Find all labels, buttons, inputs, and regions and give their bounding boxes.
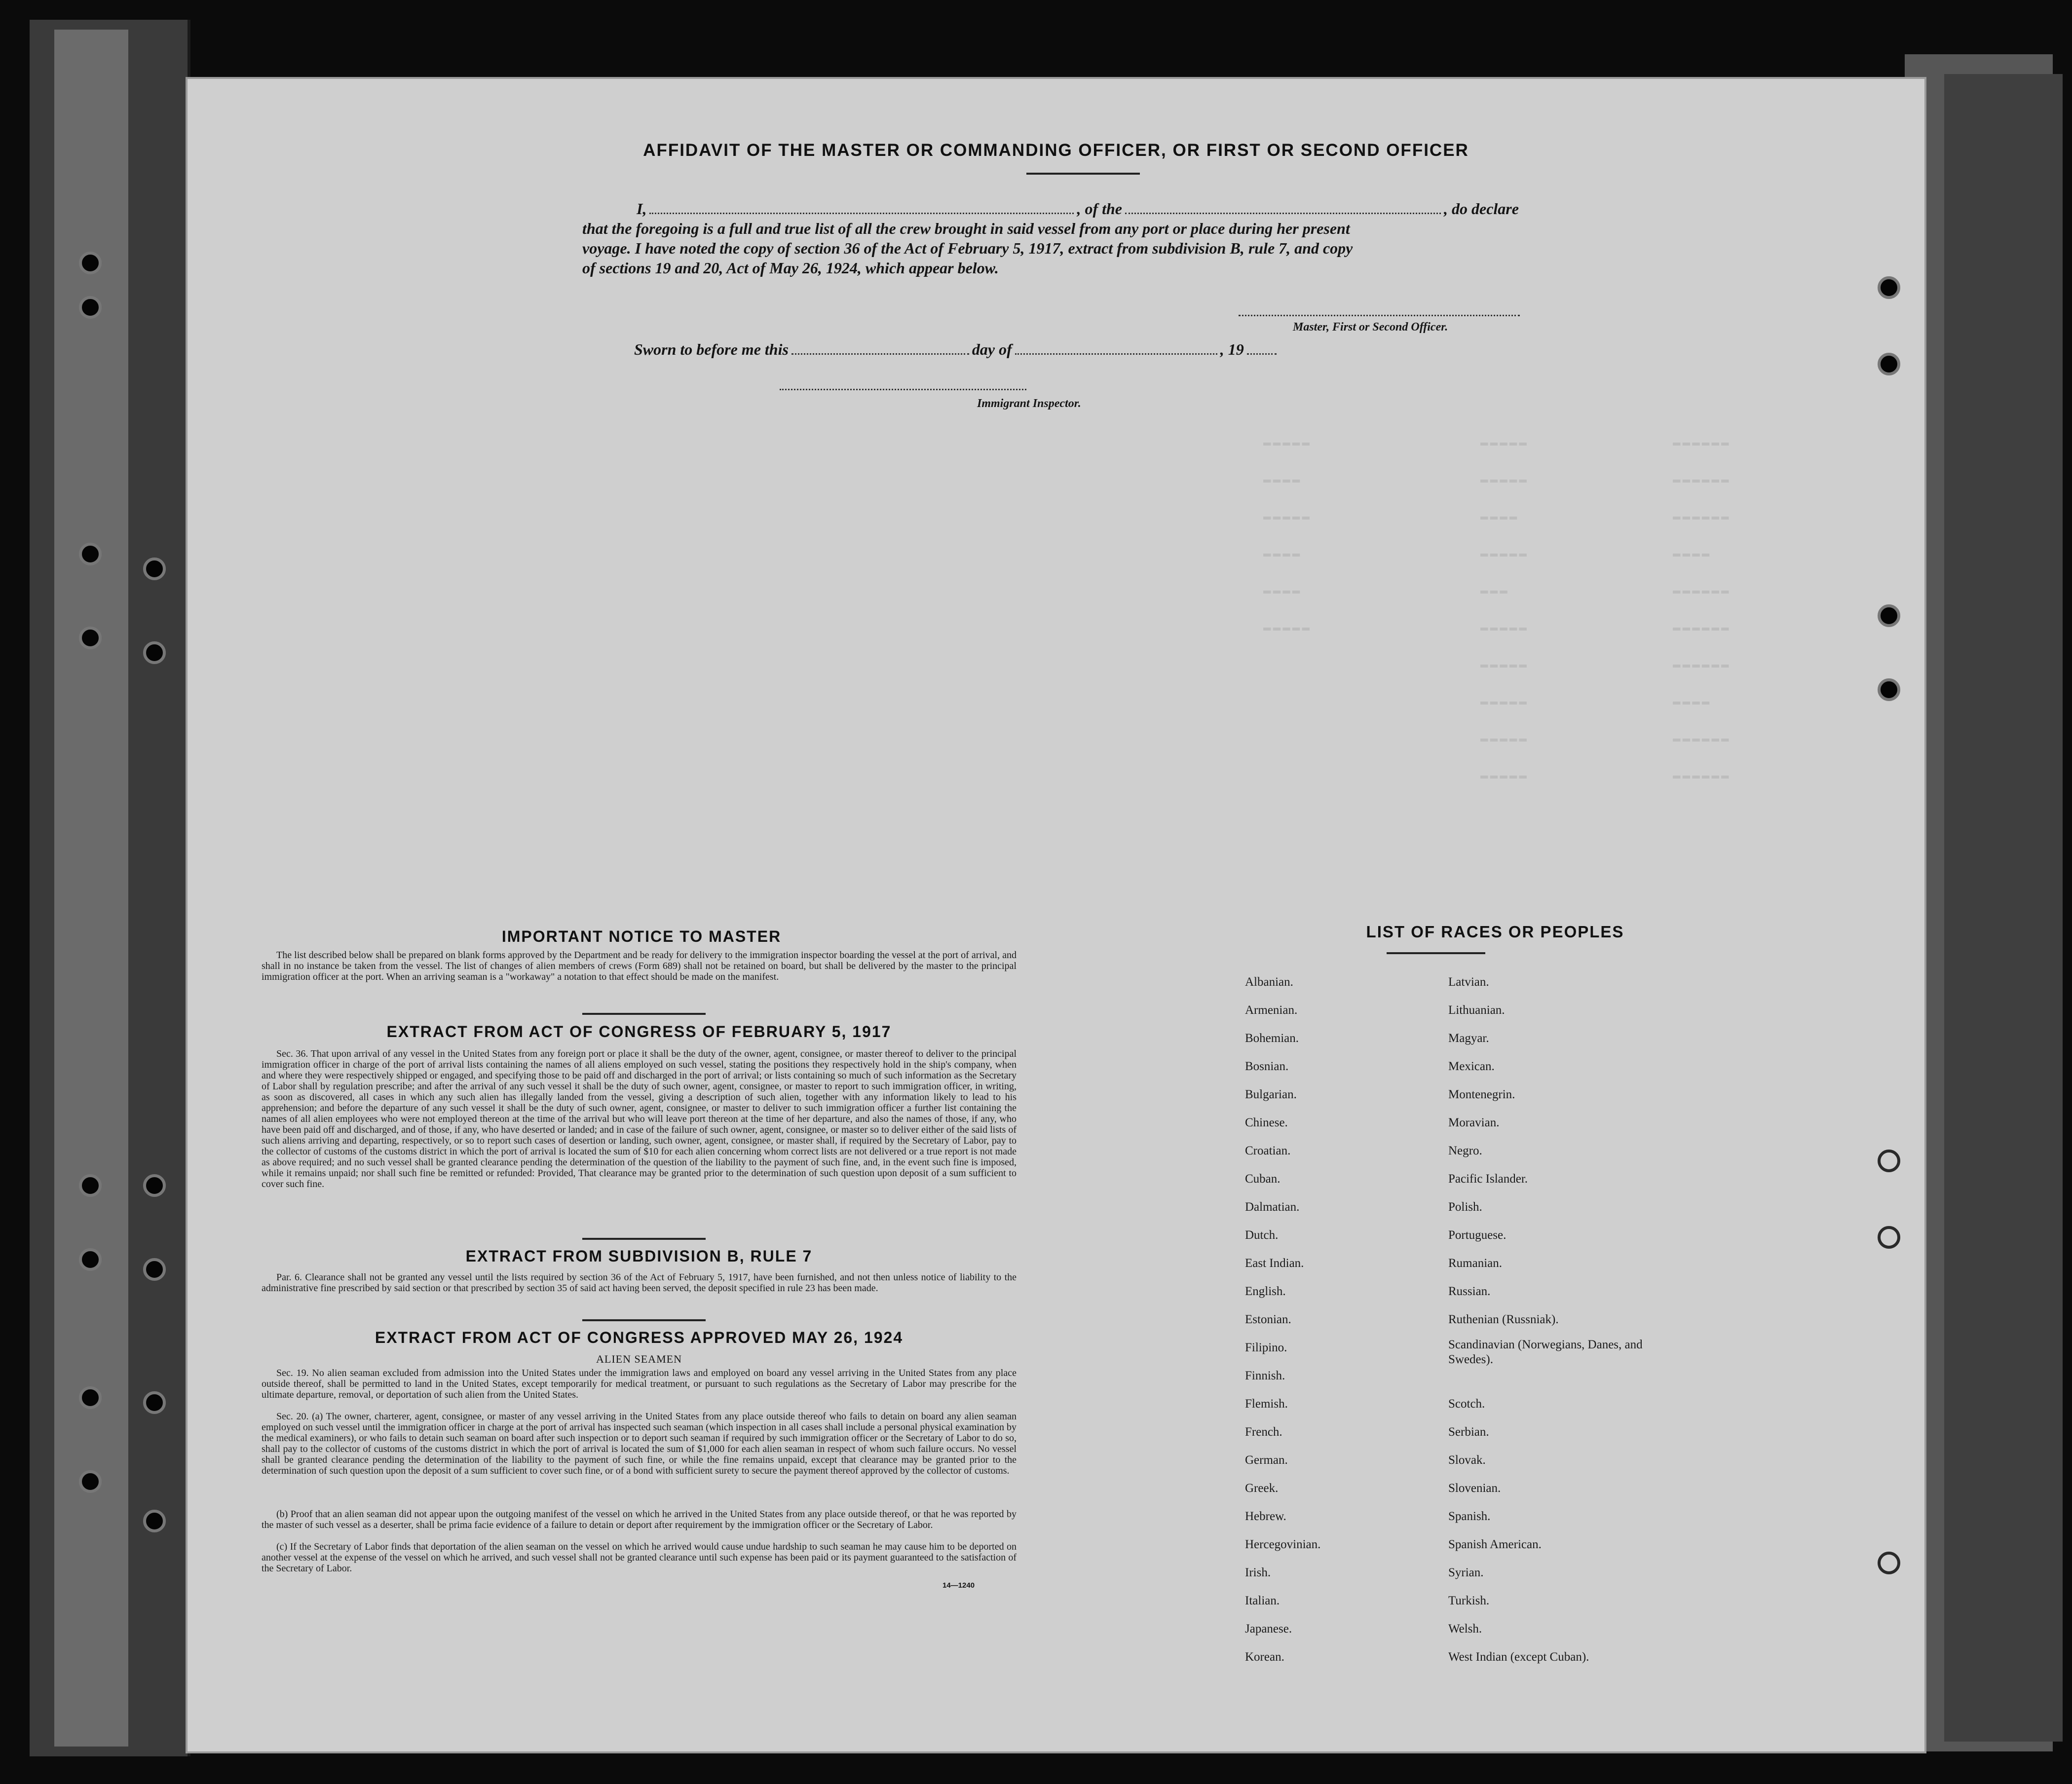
binder-hole xyxy=(1878,1150,1900,1172)
race-item: Italian. xyxy=(1245,1594,1280,1607)
affidavit-i: I, xyxy=(637,200,647,218)
binder-hole xyxy=(1878,276,1900,299)
race-item: German. xyxy=(1245,1453,1288,1467)
race-item: Serbian. xyxy=(1448,1425,1489,1439)
inspector-label: Immigrant Inspector. xyxy=(977,397,1081,410)
notice-title: IMPORTANT NOTICE TO MASTER xyxy=(501,928,782,945)
races-title-rule xyxy=(1387,952,1485,954)
affidavit-do-declare: , do declare xyxy=(1444,200,1519,218)
race-item: West Indian (except Cuban). xyxy=(1448,1650,1589,1664)
back-page-shadow xyxy=(1944,74,2063,1742)
race-item: Portuguese. xyxy=(1448,1228,1507,1242)
race-item: Estonian. xyxy=(1245,1313,1291,1326)
race-item: French. xyxy=(1245,1425,1282,1439)
race-item: Flemish. xyxy=(1245,1397,1288,1411)
alien-seamen-subtitle: ALIEN SEAMEN xyxy=(596,1353,682,1365)
binder-hole xyxy=(143,1391,166,1414)
race-item: Rumanian. xyxy=(1448,1257,1503,1270)
race-item: Finnish. xyxy=(1245,1369,1285,1382)
race-item: Croatian. xyxy=(1245,1144,1291,1157)
affidavit-line-4: of sections 19 and 20, Act of May 26, 1924, which appear below. xyxy=(582,259,999,277)
inspector-blank xyxy=(780,389,1026,390)
binder-hole xyxy=(143,1510,166,1532)
sworn-text: Sworn to before me this xyxy=(634,340,789,358)
sworn-day-of: day of xyxy=(972,340,1012,358)
races-right-column xyxy=(1448,968,1656,1671)
binder-hole xyxy=(1878,1226,1900,1249)
races-left-column xyxy=(1245,968,1432,1671)
affidavit-line-3: voyage. I have noted the copy of section 36 of the Act of February 5, 1917, extract from subdivision B, rule 7, and copy xyxy=(582,239,1353,257)
binder-hole xyxy=(79,1470,102,1493)
races-title: LIST OF RACES OR PEOPLES xyxy=(1366,923,1624,941)
sworn-year: , 19 xyxy=(1220,340,1244,358)
race-item: Scandinavian (Norwegians, Danes, and Swedes). xyxy=(1448,1338,1643,1366)
extract-1924-sec19: Sec. 19. No alien seaman excluded from admission into the United States under the immigration laws and employed on board any vessel arriving in the United States from any place outside thereof, shall be permitted to land in the United States, except temporarily for medical treatment, or pursuant to such regulations as the Secretary of Labor may prescribe for the ultimate departure, removal, or deportation of such alien from the United States. xyxy=(262,1368,1017,1400)
affidavit-line-2: that the foregoing is a full and true list of all the crew brought in said vessel from any port or place during her present xyxy=(582,220,1350,237)
race-item: Lithuanian. xyxy=(1448,1004,1505,1017)
sworn-line xyxy=(634,340,1280,359)
signature-label: Master, First or Second Officer. xyxy=(1293,321,1448,334)
race-item: Irish. xyxy=(1245,1566,1271,1579)
race-item: Dalmatian. xyxy=(1245,1200,1300,1214)
binder-hole xyxy=(79,627,102,649)
race-item: Montenegrin. xyxy=(1448,1088,1515,1101)
title-rule xyxy=(1026,173,1140,175)
binder-hole xyxy=(1878,1552,1900,1574)
race-item: Welsh. xyxy=(1448,1622,1482,1635)
race-item: Negro. xyxy=(1448,1144,1482,1157)
extract-1917-title: EXTRACT FROM ACT OF CONGRESS OF FEBRUARY 5, 1917 xyxy=(386,1023,892,1041)
race-item: Magyar. xyxy=(1448,1032,1489,1045)
extract-1924-sec20b: (b) Proof that an alien seaman did not appear upon the outgoing manifest of the vessel on which he arrived in the United States from any place outside thereof, or that he was reported by the master of such vessel as a deserter, shall be prima facie evidence of a failure to detain or deport after requirement by the immigration officer or the Secretary of Labor. xyxy=(262,1509,1017,1530)
race-item: Hebrew. xyxy=(1245,1510,1286,1523)
race-item: Chinese. xyxy=(1245,1116,1288,1129)
form-number: 14—1240 xyxy=(942,1581,975,1590)
notice-body: The list described below shall be prepared on blank forms approved by the Department and be ready for delivery to the immigration inspector boarding the vessel at the port of arrival, and shall in no instance be taken from the vessel. The list of changes of alien members of crews (Form 689) shall not be retained on board, but shall be delivered by the master to the principal immigration officer at the port. When an arriving seaman is a "workaway" a notation to that effect should be made on the manifest. xyxy=(262,950,1017,982)
race-item: Dutch. xyxy=(1245,1228,1279,1242)
binder-hole xyxy=(79,1386,102,1409)
race-item: Russian. xyxy=(1448,1285,1491,1298)
binder-hole xyxy=(1878,353,1900,375)
race-item: Ruthenian (Russniak). xyxy=(1448,1313,1559,1326)
binder-hole xyxy=(79,543,102,565)
extract-1917-body: Sec. 36. That upon arrival of any vessel in the United States from any foreign port or place it shall be the duty of the owner, agent, consignee, or master thereof to deliver to the principal immigration officer in charge of the port of arrival lists containing the names of all aliens employed on such vessel, stating the positions they respectively hold in the ship's company, when and where they were respectively shipped or engaged, and specifying those to be paid off and discharged in the port of arrival; or lists containing so much of such information as the Secretary of Labor shall by regulation prescribe; and after the arrival of any such vessel it shall be the duty of such owner, agent, consignee, or master to report to such immigration officer, in writing, as soon as discovered, all cases in which any such alien has illegally landed from the vessel, giving a description of such alien, together with any information likely to lead to his apprehension; and before the departure of any such vessel it shall be the duty of such owner, agent, consignee, or master to deliver to such immigration officer a further list containing the names of all alien employees who were not employed thereon at the time of the arrival but who will leave port thereon at the time of her departure, and also the names of those, if any, who have been paid off and discharged, and of those, if any, who have deserted or landed; and in case of the failure of such owner, agent, consignee, or master so to deliver either of the said lists of such aliens arriving and departing, respectively, or so to report such cases of desertion or landing, such owner, agent, consignee, or master shall, if required by the Secretary of Labor, pay to the collector of customs of the customs district in which the port of arrival is located the sum of $10 for each alien concerning whom correct lists are not delivered or a true report is not made as above required; and no such vessel shall be granted clearance pending the determination of the question of the liability to the payment of such fine, and, in the event such fine is imposed, while it remains unpaid; nor shall such fine be remitted or refunded: Provided, That clearance may be granted prior to the determination of such question upon deposit of a sum sufficient to cover such fine. xyxy=(262,1048,1017,1189)
race-item: English. xyxy=(1245,1285,1286,1298)
manifest-page xyxy=(188,79,1924,1751)
year-blank xyxy=(1247,353,1277,355)
binder-hole xyxy=(143,558,166,580)
race-item: Bosnian. xyxy=(1245,1060,1289,1073)
bleed-through-column: ▬▬▬▬▬ ▬▬▬▬ ▬▬▬▬▬ ▬▬▬▬ ▬▬▬▬ ▬▬▬▬▬ xyxy=(1263,435,1312,635)
extract-1924-sec20c: (c) If the Secretary of Labor finds that deportation of the alien seaman on the vessel on which he arrived would cause undue hardship to such seaman he may cause him to be deported on another vessel at the expense of the vessel on which he arrived, and such vessel shall not be granted clearance until such expense has been paid or its payment guaranteed to the satisfaction of the Secretary of Labor. xyxy=(262,1541,1017,1574)
section-rule xyxy=(582,1238,706,1240)
binder-hole xyxy=(143,1174,166,1197)
binder-hole xyxy=(79,252,102,274)
bleed-through-column: ▬▬▬▬▬▬ ▬▬▬▬▬▬ ▬▬▬▬▬▬ ▬▬▬▬ ▬▬▬▬▬▬ ▬▬▬▬▬▬ ▬▬▬▬▬▬ ▬▬▬▬ ▬▬▬▬▬▬ ▬▬▬▬▬▬ xyxy=(1673,435,1731,783)
binder-hole xyxy=(143,641,166,664)
extract-rule7-body: Par. 6. Clearance shall not be granted any vessel until the lists required by section 36 of the Act of February 5, 1917, have been furnished, and not then unless notice of liability to the administrative fine prescribed by said section or that prescribed by section 35 of said act having been served, the deposit specified in rule 23 has been made. xyxy=(262,1272,1017,1294)
extract-rule7-title: EXTRACT FROM SUBDIVISION B, RULE 7 xyxy=(465,1247,813,1265)
extract-1924-title: EXTRACT FROM ACT OF CONGRESS APPROVED MAY 26, 1924 xyxy=(375,1329,904,1346)
race-item: Japanese. xyxy=(1245,1622,1292,1635)
name-blank xyxy=(649,213,1074,214)
signature-blank xyxy=(1239,315,1520,316)
race-item: Armenian. xyxy=(1245,1004,1298,1017)
affidavit-line-1 xyxy=(637,200,1519,218)
race-item: Korean. xyxy=(1245,1650,1284,1664)
race-item: Mexican. xyxy=(1448,1060,1495,1073)
race-item: Spanish. xyxy=(1448,1510,1491,1523)
month-blank xyxy=(1015,353,1217,355)
race-item: Slovenian. xyxy=(1448,1482,1501,1495)
binder-hole xyxy=(79,1248,102,1271)
bleed-through-column: ▬▬▬▬▬ ▬▬▬▬▬ ▬▬▬▬ ▬▬▬▬▬ ▬▬▬ ▬▬▬▬▬ ▬▬▬▬▬ ▬▬▬▬▬ ▬▬▬▬▬ ▬▬▬▬▬ xyxy=(1480,435,1529,783)
race-item: Pacific Islander. xyxy=(1448,1172,1528,1186)
race-item: Greek. xyxy=(1245,1482,1279,1495)
section-rule xyxy=(582,1319,706,1321)
affidavit-title: AFFIDAVIT OF THE MASTER OR COMMANDING OFFICER, OR FIRST OR SECOND OFFICER xyxy=(643,141,1469,160)
race-item: Latvian. xyxy=(1448,975,1489,989)
race-item: Bulgarian. xyxy=(1245,1088,1297,1101)
binder-hole xyxy=(79,1174,102,1197)
race-item: Bohemian. xyxy=(1245,1032,1299,1045)
binder-hole xyxy=(143,1258,166,1281)
race-item: Hercegovinian. xyxy=(1245,1538,1321,1551)
race-item: Slovak. xyxy=(1448,1453,1486,1467)
binder-hole xyxy=(1878,604,1900,627)
day-blank xyxy=(791,353,969,355)
binder-hole xyxy=(1878,678,1900,701)
race-item: Albanian. xyxy=(1245,975,1293,989)
race-item: Turkish. xyxy=(1448,1594,1490,1607)
race-item: Syrian. xyxy=(1448,1566,1484,1579)
race-item: Spanish American. xyxy=(1448,1538,1542,1551)
affidavit-of-the: , of the xyxy=(1077,200,1122,218)
section-rule xyxy=(582,1013,706,1015)
race-item: Filipino. xyxy=(1245,1341,1287,1354)
race-item: Moravian. xyxy=(1448,1116,1500,1129)
extract-1924-sec20a: Sec. 20. (a) The owner, charterer, agent, consignee, or master of any vessel arriving in the United States from any place outside thereof who fails to detain on board any alien seaman employed on such vessel until the immigration officer in charge at the port of arrival has inspected such seaman (which inspection in all cases shall include a personal physical examination by the medical examiners), or who fails to detain such seaman on board after such inspection or to deport such seaman if required by such immigration officer or the Secretary of Labor to do so, shall pay to the collector of customs of the customs district in which the port of arrival is located the sum of $1,000 for each alien seaman in respect of whom such failure occurs. No vessel shall be granted clearance pending the determination of the liability to the payment of such fine, or while the fine remains unpaid, except that clearance may be granted prior to the determination of such question upon the deposit of a sum sufficient to cover such fine, or of a bond with sufficient surety to secure the payment thereof approved by the collector of customs. xyxy=(262,1411,1017,1476)
binder-hole xyxy=(79,296,102,319)
race-item: Polish. xyxy=(1448,1200,1482,1214)
race-item: Scotch. xyxy=(1448,1397,1485,1411)
race-item: Cuban. xyxy=(1245,1172,1281,1186)
race-item: East Indian. xyxy=(1245,1257,1304,1270)
vessel-blank xyxy=(1125,213,1441,214)
